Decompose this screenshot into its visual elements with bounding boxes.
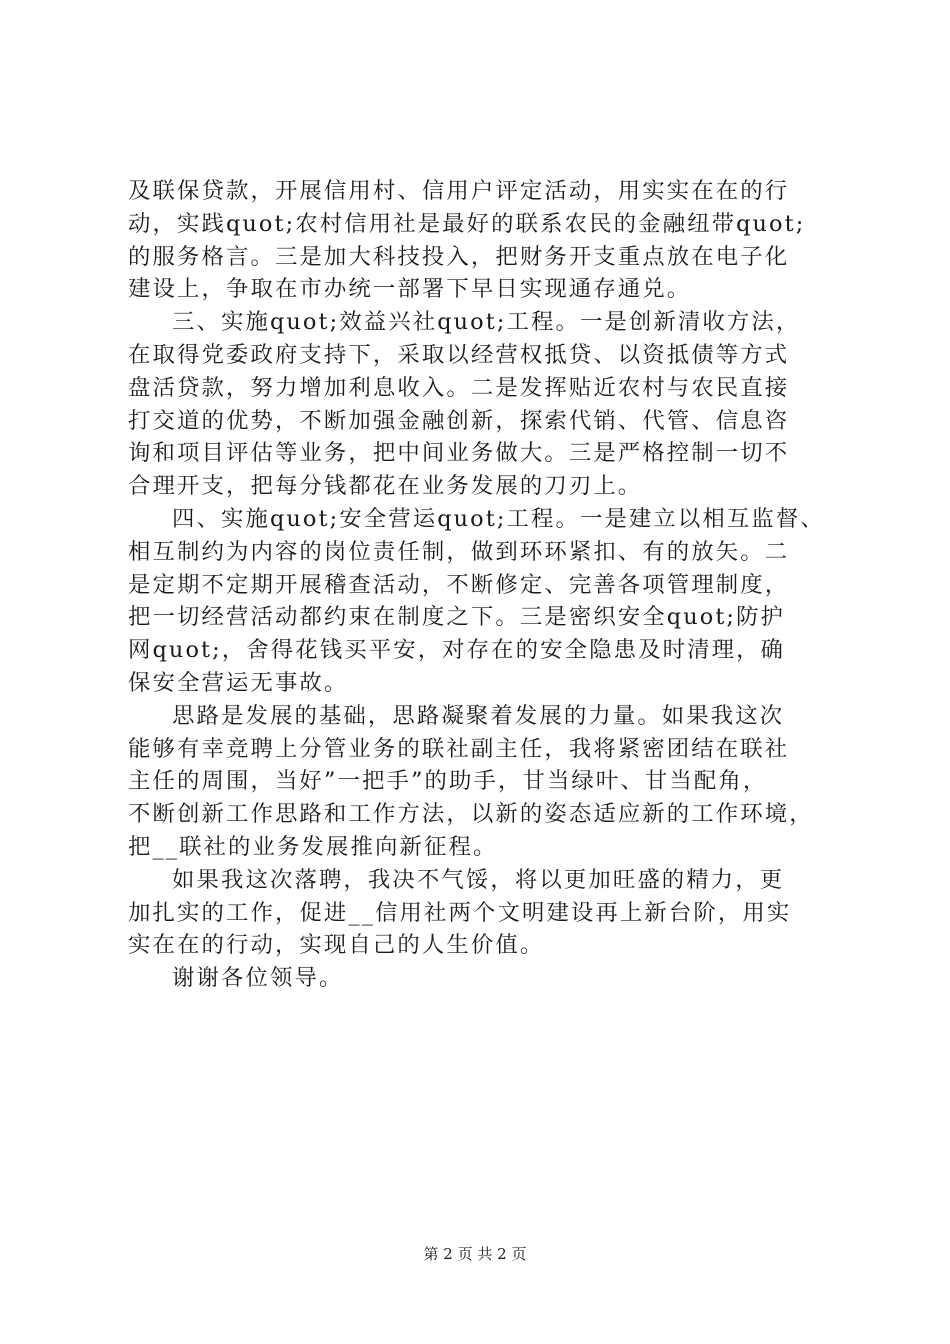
- text-line: 及联保贷款，开展信用村、信用户评定活动，用实实在在的行: [128, 178, 790, 204]
- text-line: 是定期不定期开展稽查活动，不断修定、完善各项管理制度，: [128, 571, 790, 598]
- text-line: 建设上，争取在市办统一部署下早日实现通存通兑。: [128, 276, 692, 303]
- text-line: 询和项目评估等业务，把中间业务做大。三是严格控制一切不: [128, 440, 790, 467]
- text-line: 主任的周围，当好”一把手”的助手，甘当绿叶、甘当配角，: [128, 768, 768, 795]
- text-line: 把一切经营活动都约束在制度之下。三是密织安全quot;防护: [128, 604, 786, 631]
- text-line: 的服务格言。三是加大科技投入，把财务开支重点放在电子化: [128, 243, 790, 270]
- text-line: 在取得党委政府支持下，采取以经营权抵贷、以资抵债等方式: [128, 341, 790, 368]
- page-footer: 第 2 页 共 2 页: [423, 1245, 527, 1263]
- document-body: [128, 175, 834, 995]
- text-line: 合理开支，把每分钱都花在业务发展的刀刃上。: [128, 473, 643, 500]
- text-line: 网quot;，舍得花钱买平安，对存在的安全隐患及时清理，确: [128, 637, 786, 664]
- text-line: 四、实施quot;安全营运quot;工程。一是建立以相互监督、: [172, 505, 825, 532]
- text-line: 相互制约为内容的岗位责任制，做到环环紧扣、有的放矢。二: [128, 538, 790, 565]
- text-line: 实在在的行动，实现自己的人生价值。: [128, 932, 545, 959]
- text-line: 如果我这次落聘，我决不气馁，将以更加旺盛的精力，更: [172, 866, 785, 893]
- text-line: 加扎实的工作，促进__信用社两个文明建设再上新台阶，用实: [128, 899, 792, 926]
- text-line: 动，实践quot;农村信用社是最好的联系农民的金融纽带quot;: [128, 210, 806, 237]
- text-line: 谢谢各位领导。: [172, 965, 344, 992]
- text-line: 三、实施quot;效益兴社quot;工程。一是创新清收方法，: [172, 309, 801, 336]
- text-line: 能够有幸竞聘上分管业务的联社副主任，我将紧密团结在联社: [128, 735, 790, 762]
- text-line: 不断创新工作思路和工作方法，以新的姿态适应新的工作环境，: [128, 801, 814, 828]
- text-line: 保安全营运无事故。: [128, 669, 349, 696]
- text-line: 思路是发展的基础，思路凝聚着发展的力量。如果我这次: [172, 702, 785, 729]
- text-line: 打交道的优势，不断加强金融创新，探索代销、代管、信息咨: [128, 407, 790, 434]
- text-line: 把__联社的业务发展推向新征程。: [128, 833, 498, 860]
- text-line: 盘活贷款，努力增加利息收入。二是发挥贴近农村与农民直接: [128, 374, 790, 401]
